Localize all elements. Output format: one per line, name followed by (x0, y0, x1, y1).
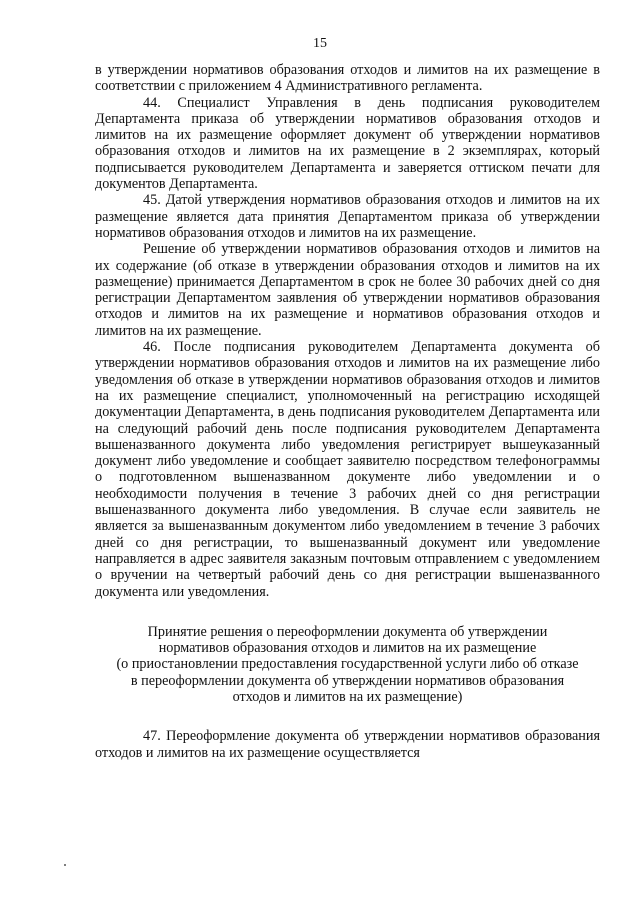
scan-speck (64, 864, 66, 866)
paragraph-decision-deadline: Решение об утверждении нормативов образования отходов и лимитов на их содержание (об отказе в утверждении образования отходов и лимитов на их размещение) принимается Департаментом в срок не более 30 рабочих дней со дня регистрации Департаментом заявления об утверждении нормативов образования отходов и лимитов на их размещение и нормативов образования отходов и лимитов на их размещение. (95, 241, 600, 339)
section-heading-line: в переоформлении документа об утверждении нормативов образования (130, 672, 565, 689)
paragraph-continuation: в утверждении нормативов образования отходов и лимитов на их размещение в соответствии с приложением 4 Административного регламента. (95, 62, 600, 95)
page-number: 15 (313, 36, 327, 51)
section-heading (95, 624, 600, 705)
paragraph-45: 45. Датой утверждения нормативов образования отходов и лимитов на их размещение является дата принятия Департаментом приказа об утверждении нормативов образования отходов и лимитов на их размещение. (95, 192, 600, 241)
section-heading-line: Принятие решения о переоформлении документа об утверждении (147, 623, 548, 640)
document-body (95, 62, 600, 761)
paragraph-44: 44. Специалист Управления в день подписания руководителем Департамента приказа об утверждении нормативов образования отходов и лимитов на их размещение оформляет документ об утверждении нормативов образования отходов и лимитов на их размещение в 2 экземплярах, который подписывается руководителем Департамента и заверяется оттиском печати для документов Департамента. (95, 94, 600, 193)
paragraph-47: 47. Переоформление документа об утверждении нормативов образования отходов и лимитов на их размещение осуществляется (95, 728, 600, 761)
section-heading-line: отходов и лимитов на их размещение) (232, 688, 463, 705)
section-heading-line: (о приостановлении предоставления государственной услуги либо об отказе (116, 656, 579, 673)
paragraph-46: 46. После подписания руководителем Департамента документа об утверждении нормативов образования отходов и лимитов на их размещение либо уведомления об отказе в утверждении нормативов образования отходов и лимитов на их размещение специалист, уполномоченный на регистрацию исходящей документации Департамента, в день подписания руководителем Департамента или на следующий рабочий день после подписания руководителем Департамента вышеназванного документа либо уведомления регистрирует вышеуказанный документ либо уведомление и сообщает заявителю посредством телефонограммы о подготовленном вышеназванном документе либо уведомлении и о необходимости получения в течение 3 рабочих дней со дня регистрации вышеназванного документа либо уведомления. В случае если заявитель не является за вышеназванным документом либо уведомлением в течение 3 рабочих дней со дня регистрации, то вышеназванный документ или уведомление направляется в адрес заявителя заказным почтовым отправлением с уведомлением о вручении на четвертый рабочий день со дня регистрации вышеназванного документа или уведомления. (95, 339, 600, 600)
section-heading-line: нормативов образования отходов и лимитов на их размещение (158, 640, 537, 657)
